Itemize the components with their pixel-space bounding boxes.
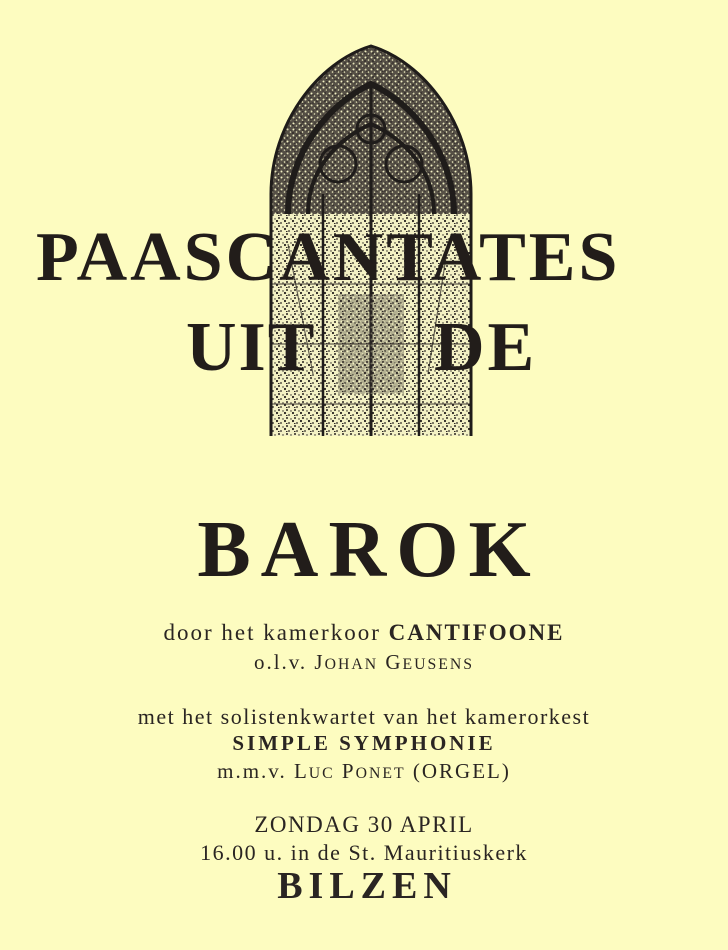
event-date: ZONDAG 30 APRIL — [254, 812, 474, 837]
organ-line — [0, 759, 728, 784]
organ-first-initial: L — [293, 759, 309, 783]
choir-prefix: door het kamerkoor — [163, 620, 389, 645]
title-word-de: DE — [434, 309, 538, 386]
title-word-uit: UIT — [186, 309, 317, 386]
orchestra-name: SIMPLE SYMPHONIE — [232, 731, 496, 755]
organ-suffix: (ORGEL) — [405, 759, 511, 783]
quartet-line: met het solistenkwartet van het kamerorkest — [137, 704, 591, 729]
event-city: BILZEN — [277, 865, 457, 907]
title-line-1: PAASCANTATES — [36, 219, 621, 296]
conductor-line — [0, 650, 728, 675]
event-time-place: 16.00 u. in de St. Mauritiuskerk — [200, 840, 528, 865]
conductor-last-rest: EUSENS — [402, 656, 475, 673]
choir-name: CANTIFOONE — [388, 620, 565, 645]
organ-first-rest: UC — [308, 765, 335, 782]
organ-last-initial: P — [341, 759, 356, 783]
conductor-prefix: o.l.v. — [253, 650, 315, 674]
conductor-last-initial: G — [385, 650, 403, 674]
title-main: BAROK — [197, 506, 541, 594]
conductor-first-rest: OHAN — [324, 656, 379, 673]
choir-line — [0, 620, 728, 646]
conductor-first-initial: J — [314, 650, 325, 674]
title-line-2 — [0, 308, 728, 388]
organ-prefix: m.m.v. — [217, 759, 294, 783]
organ-last-rest: ONET — [355, 765, 406, 782]
